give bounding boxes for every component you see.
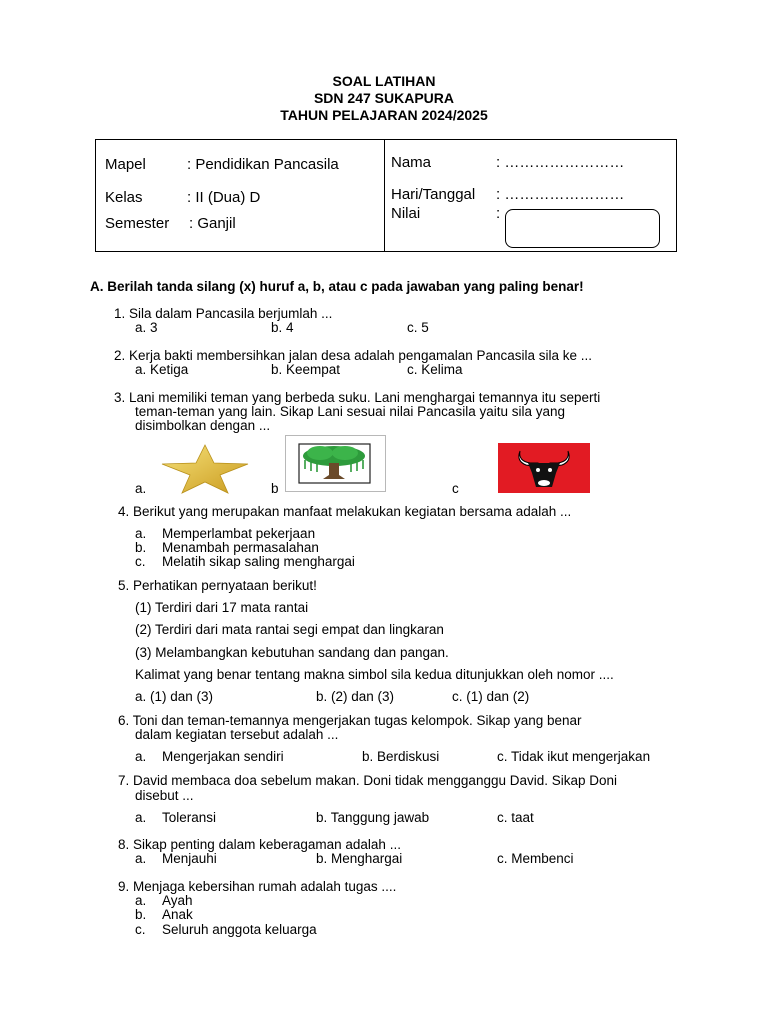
nama-value: : …………………… <box>496 154 625 171</box>
q3-option-a[interactable]: a. <box>135 481 147 496</box>
info-divider <box>384 140 385 251</box>
nilai-label: Nilai <box>391 205 421 222</box>
q6-option-c[interactable]: c. Tidak ikut mengerjakan <box>497 749 651 764</box>
q7-option-b[interactable]: b. Tanggung jawab <box>316 810 430 825</box>
q9-text: 9. Menjaga kebersihan rumah adalah tugas .... <box>118 879 397 894</box>
q4-option-c[interactable]: Melatih sikap saling menghargai <box>162 554 355 569</box>
q7-option-c[interactable]: c. taat <box>497 810 534 825</box>
kelas-value: : II (Dua) D <box>187 189 261 206</box>
q4-text: 4. Berikut yang merupakan manfaat melakukan kegiatan bersama adalah ... <box>118 504 572 519</box>
hari-value: : …………………… <box>496 186 625 203</box>
q5-option-c[interactable]: c. (1) dan (2) <box>452 689 530 704</box>
q6-line2: dalam kegiatan tersebut adalah ... <box>135 727 339 742</box>
q1-option-c[interactable]: c. 5 <box>407 320 429 335</box>
q9-option-c-letter[interactable]: c. <box>135 922 146 937</box>
q9-option-a-letter[interactable]: a. <box>135 893 147 908</box>
q4-option-a[interactable]: Memperlambat pekerjaan <box>162 526 316 541</box>
q8-option-b[interactable]: b. Menghargai <box>316 851 403 866</box>
q5-option-b[interactable]: b. (2) dan (3) <box>316 689 395 704</box>
q2-option-b[interactable]: b. Keempat <box>271 362 341 377</box>
title-line1: SOAL LATIHAN <box>332 73 436 89</box>
q1-option-a[interactable]: a. 3 <box>135 320 158 335</box>
semester-value: : Ganjil <box>189 215 236 232</box>
nilai-box[interactable] <box>505 209 660 248</box>
q3-line3: disimbolkan dengan ... <box>135 418 271 433</box>
q4-option-a-letter[interactable]: a. <box>135 526 147 541</box>
semester-label: Semester <box>105 215 170 232</box>
q7-option-a[interactable]: Toleransi <box>162 810 217 825</box>
q4-option-b-letter[interactable]: b. <box>135 540 147 555</box>
kelas-label: Kelas <box>105 189 143 206</box>
q5-statement-3: (3) Melambangkan kebutuhan sandang dan pangan. <box>135 645 449 660</box>
hari-label: Hari/Tanggal <box>391 186 476 203</box>
q3-line1: 3. Lani memiliki teman yang berbeda suku. Lani menghargai temannya itu seperti <box>114 390 601 405</box>
mapel-value: : Pendidikan Pancasila <box>187 156 339 173</box>
q1-option-b[interactable]: b. 4 <box>271 320 294 335</box>
q2-text: 2. Kerja bakti membersihkan jalan desa adalah pengamalan Pancasila sila ke ... <box>114 348 593 363</box>
q6-option-a[interactable]: Mengerjakan sendiri <box>162 749 284 764</box>
star-icon[interactable] <box>160 443 250 495</box>
q9-option-c[interactable]: Seluruh anggota keluarga <box>162 922 317 937</box>
header <box>0 73 768 124</box>
q2-option-c[interactable]: c. Kelima <box>407 362 463 377</box>
q5-option-a[interactable]: a. (1) dan (3) <box>135 689 214 704</box>
q4-option-b[interactable]: Menambah permasalahan <box>162 540 319 555</box>
banyan-tree-icon[interactable] <box>285 435 386 492</box>
section-a-instruction: A. Berilah tanda silang (x) huruf a, b, atau c pada jawaban yang paling benar! <box>90 279 584 294</box>
q5-prompt: Kalimat yang benar tentang makna simbol sila kedua ditunjukkan oleh nomor .... <box>135 667 614 682</box>
q7-line1: 7. David membaca doa sebelum makan. Doni tidak mengganggu David. Sikap Doni <box>118 773 618 788</box>
q8-text: 8. Sikap penting dalam keberagaman adalah ... <box>118 837 401 852</box>
bull-head-icon[interactable] <box>498 443 590 493</box>
q9-option-a[interactable]: Ayah <box>162 893 193 908</box>
q6-line1: 6. Toni dan teman-temannya mengerjakan tugas kelompok. Sikap yang benar <box>118 713 582 728</box>
nilai-value: : <box>496 205 501 222</box>
q7-option-a-letter[interactable]: a. <box>135 810 147 825</box>
q8-option-c[interactable]: c. Membenci <box>497 851 574 866</box>
q4-option-c-letter[interactable]: c. <box>135 554 146 569</box>
q5-statement-1: (1) Terdiri dari 17 mata rantai <box>135 600 309 615</box>
q9-option-b-letter[interactable]: b. <box>135 907 147 922</box>
q1-text: 1. Sila dalam Pancasila berjumlah ... <box>114 306 333 321</box>
q3-option-b[interactable]: b <box>271 481 279 496</box>
q6-option-a-letter[interactable]: a. <box>135 749 147 764</box>
q8-option-a[interactable]: Menjauhi <box>162 851 217 866</box>
mapel-label: Mapel <box>105 156 146 173</box>
q8-option-a-letter[interactable]: a. <box>135 851 147 866</box>
title-line3: TAHUN PELAJARAN 2024/2025 <box>280 107 488 123</box>
q2-option-a[interactable]: a. Ketiga <box>135 362 189 377</box>
q9-option-b[interactable]: Anak <box>162 907 193 922</box>
q7-line2: disebut ... <box>135 788 194 803</box>
nama-label: Nama <box>391 154 432 171</box>
q6-option-b[interactable]: b. Berdiskusi <box>362 749 440 764</box>
q5-statement-2: (2) Terdiri dari mata rantai segi empat dan lingkaran <box>135 622 444 637</box>
q5-text: 5. Perhatikan pernyataan berikut! <box>118 578 317 593</box>
title-line2: SDN 247 SUKAPURA <box>313 90 455 106</box>
q3-option-c[interactable]: c <box>452 481 459 496</box>
q3-line2: teman-teman yang lain. Sikap Lani sesuai nilai Pancasila yaitu sila yang <box>135 404 565 419</box>
